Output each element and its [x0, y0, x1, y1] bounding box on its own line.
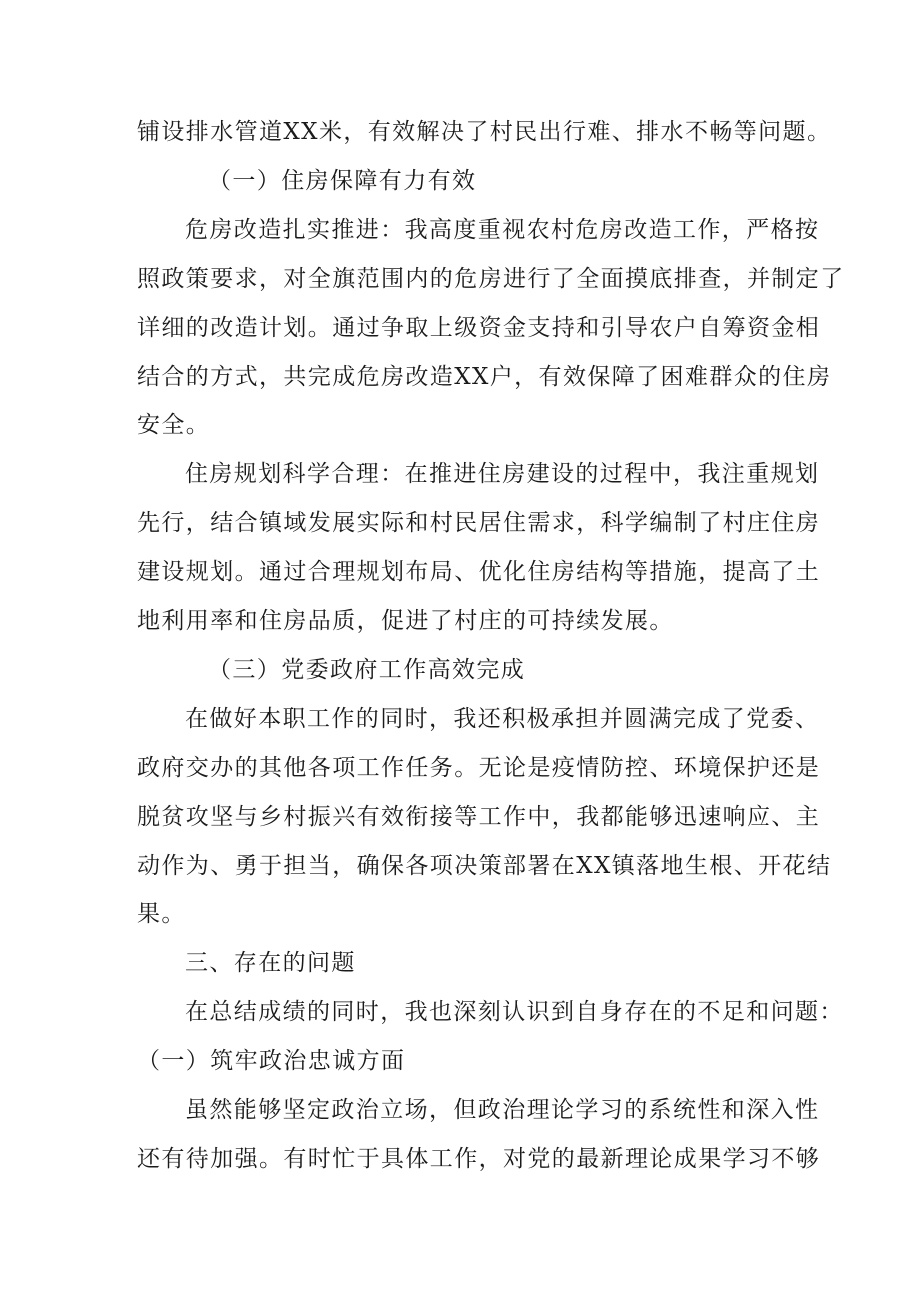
- section-heading-housing: （一）住房保障有力有效: [208, 168, 477, 194]
- paragraph-line: 脱贫攻坚与乡村振兴有效衔接等工作中，我都能够迅速响应、主: [137, 804, 821, 830]
- paragraph-line: 在做好本职工作的同时，我还积极承担并圆满完成了党委、: [185, 706, 820, 732]
- section-heading-party-committee: （三）党委政府工作高效完成: [208, 657, 526, 683]
- paragraph-line: 危房改造扎实推进：我高度重视农村危房改造工作，严格按: [185, 217, 820, 243]
- paragraph-line: 果。: [137, 901, 186, 927]
- paragraph-line: 建设规划。通过合理规划布局、优化住房结构等措施，提高了土: [137, 559, 821, 585]
- paragraph-line: 详细的改造计划。通过争取上级资金支持和引导农户自筹资金相: [137, 315, 821, 341]
- paragraph-line: 在总结成绩的同时，我也深刻认识到自身存在的不足和问题：: [185, 999, 844, 1025]
- paragraph-line: 地利用率和住房品质，促进了村庄的可持续发展。: [137, 608, 674, 634]
- section-heading-problems: 三、存在的问题: [185, 950, 356, 976]
- paragraph-line: 安全。: [137, 412, 211, 438]
- paragraph-line-drainage: 铺设排水管道XX米，有效解决了村民出行难、排水不畅等问题。: [137, 119, 832, 145]
- paragraph-line: 住房规划科学合理：在推进住房建设的过程中，我注重规划: [185, 461, 820, 487]
- paragraph-line: 结合的方式，共完成危房改造XX户，有效保障了困难群众的住房: [137, 364, 832, 390]
- paragraph-line: 动作为、勇于担当，确保各项决策部署在XX镇落地生根、开花结: [137, 853, 832, 879]
- section-heading-political-loyalty: （一）筑牢政治忠诚方面: [137, 1048, 406, 1074]
- paragraph-line: 政府交办的其他各项工作任务。无论是疫情防控、环境保护还是: [137, 755, 821, 781]
- paragraph-line: 先行，结合镇域发展实际和村民居住需求，科学编制了村庄住房: [137, 510, 821, 536]
- paragraph-line: 还有待加强。有时忙于具体工作，对党的最新理论成果学习不够: [137, 1146, 821, 1172]
- paragraph-line: 照政策要求，对全旗范围内的危房进行了全面摸底排查，并制定了: [137, 266, 845, 292]
- paragraph-line: 虽然能够坚定政治立场，但政治理论学习的系统性和深入性: [185, 1097, 820, 1123]
